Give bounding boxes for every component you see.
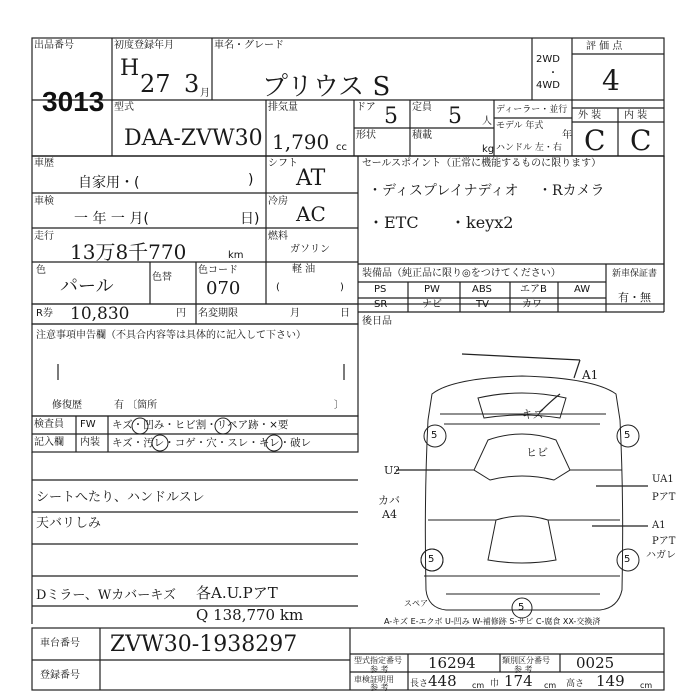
- model-year-label: モデル 年式: [496, 121, 544, 131]
- remark-line1: シートへたり、ハンドルスレ: [36, 490, 205, 505]
- mileage-value: 13万8千770: [70, 240, 187, 264]
- diagram-hibi: ヒビ: [526, 446, 548, 459]
- car-diagram: [132, 354, 648, 618]
- equip-navi: ナビ: [422, 299, 442, 310]
- new-warranty-label: 新車保証書: [612, 269, 658, 279]
- inspector-fw: FW: [80, 419, 96, 430]
- diagram-pat1: PアT: [652, 492, 676, 503]
- lot-number: 3013: [42, 86, 105, 117]
- doors-label: ドア: [356, 102, 376, 113]
- type-cert-value: 16294: [428, 654, 476, 672]
- remark-line2: 天バリしみ: [36, 516, 102, 531]
- reg-cert-label: 車検証明用: [354, 675, 394, 684]
- remark-line5: Q 138,770 km: [196, 606, 304, 624]
- color-code-value: 070: [206, 278, 241, 299]
- tire-spare: 5: [518, 602, 525, 613]
- history-close: ): [248, 172, 254, 188]
- diagram-a1-top: A1: [582, 368, 599, 382]
- displacement-unit: cc: [336, 142, 347, 153]
- capacity-unit: 人: [482, 116, 492, 127]
- exterior-label: 外 装: [578, 110, 602, 121]
- inspector-label1: 検査員: [34, 419, 64, 430]
- tire-front-left: 5: [431, 430, 438, 441]
- length-label: 長さ: [410, 679, 429, 689]
- type-cert-ref: 参 考: [370, 665, 389, 674]
- warranty-value: 有・無: [618, 291, 651, 304]
- car-name-value: プリウス S: [262, 72, 391, 102]
- color-label: 色: [36, 265, 46, 276]
- history-label: 車歴: [34, 158, 54, 169]
- aircon-label: 冷房: [268, 196, 288, 207]
- diagram-kizu: キズ: [522, 408, 544, 421]
- first-reg-label: 初度登録年月: [114, 40, 174, 51]
- inspection-value: 一 年 一 月(: [74, 211, 149, 227]
- selling-point-1a: ・ディスプレイナディオ: [368, 183, 519, 199]
- height-unit: cm: [640, 681, 653, 690]
- length-unit: cm: [472, 681, 485, 690]
- recycle-value: 10,830: [70, 304, 130, 324]
- remark-line4: 各A.U.PアT: [196, 584, 278, 602]
- notes-label: 注意事項申告欄（不具合内容等は具体的に記入して下さい）: [36, 330, 306, 341]
- equip-abs: ABS: [472, 284, 492, 295]
- year-unit: 年: [562, 130, 572, 141]
- diagram-a4: A4: [382, 508, 397, 521]
- shift-value: AT: [296, 166, 326, 191]
- drive-2wd: 2WD: [536, 54, 560, 65]
- drive-dot: ・: [548, 68, 558, 79]
- capacity-label: 定員: [412, 102, 432, 113]
- reg-cert-ref: 参 考: [370, 683, 389, 692]
- fuel-gas: ガソリン: [290, 244, 330, 255]
- interior-label: 内 装: [624, 110, 648, 121]
- lot-label: 出品番号: [34, 40, 74, 51]
- inspector-interior: 内装: [80, 437, 100, 448]
- height-value: 149: [596, 672, 625, 690]
- tire-rear-left: 5: [428, 554, 435, 565]
- interior-grade: C: [630, 124, 652, 157]
- equip-aw: AW: [574, 284, 591, 295]
- fuel-paren: (: [276, 282, 280, 293]
- displacement-value: 1,790: [272, 130, 330, 154]
- inspector-interior-items: キズ・汚レ・コゲ・穴・スレ・キレ・破レ: [112, 437, 312, 449]
- capacity-value: 5: [448, 104, 462, 129]
- selling-point-2b: ・keyx2: [450, 213, 514, 232]
- dealer-label: ディーラー・並行: [496, 105, 568, 115]
- fuel-label: 燃料: [268, 231, 288, 242]
- diagram-hagashi: ハガレ: [646, 550, 676, 561]
- shape-label: 形状: [356, 130, 376, 141]
- recycle-unit: 円: [176, 308, 186, 319]
- year-value: 27: [140, 70, 171, 98]
- diagram-ua1: UA1: [652, 474, 674, 485]
- class-label: 類別区分番号: [502, 656, 550, 665]
- diagram-u2: U2: [384, 464, 401, 477]
- chassis-label: 車台番号: [40, 638, 80, 649]
- inspector-label2: 記入欄: [34, 437, 64, 448]
- reg-label: 登録番号: [40, 670, 80, 681]
- car-name-label: 車名・グレード: [214, 40, 284, 51]
- fuel-diesel: 軽 油: [292, 264, 316, 275]
- load-unit: kg: [482, 144, 495, 155]
- selling-point-2a: ・ETC: [368, 213, 419, 232]
- selling-points-label: セールスポイント（正常に機能するものに限ります）: [362, 158, 602, 169]
- model-label: 型式: [114, 102, 134, 113]
- selling-point-1b: ・Rカメラ: [538, 183, 605, 199]
- history-value: 自家用・(: [78, 175, 140, 191]
- width-label: 巾: [490, 679, 500, 689]
- equip-pw: PW: [424, 284, 440, 295]
- class-value: 0025: [576, 654, 615, 672]
- color-change-label: 色替: [152, 272, 172, 283]
- mileage-label: 走行: [34, 231, 54, 242]
- height-label: 高さ: [566, 679, 585, 689]
- deadline-label: 名変期限: [198, 308, 238, 319]
- handle-label: ハンドル 左・右: [496, 143, 562, 153]
- equip-airbag: エアB: [520, 284, 547, 295]
- class-ref: 参 考: [514, 665, 533, 674]
- diagram-spare: スペア: [404, 599, 428, 608]
- remark-line3: Dミラー、Wカバーキズ: [36, 588, 177, 603]
- era-value: H: [120, 56, 140, 81]
- mileage-unit: km: [228, 250, 244, 261]
- score-value: 4: [602, 64, 620, 97]
- diagram-a1-right: A1: [652, 520, 666, 531]
- month-unit: 月: [200, 88, 210, 99]
- equip-ps: PS: [374, 284, 387, 295]
- recycle-label: R券: [36, 308, 53, 319]
- color-value: パール: [60, 276, 114, 297]
- equipment-label: 装備品（純正品に限り◎をつけてください）: [362, 268, 561, 279]
- exterior-grade: C: [584, 124, 606, 157]
- inspection-day: 日): [240, 211, 260, 227]
- fuel-paren-close: ): [340, 282, 344, 293]
- shift-label: シフト: [268, 158, 298, 169]
- tire-rear-right: 5: [624, 554, 631, 565]
- chassis-value: ZVW30-1938297: [110, 632, 298, 657]
- score-label: 評 価 点: [586, 41, 623, 52]
- aircon-value: AC: [296, 202, 326, 226]
- deadline-month: 月: [290, 308, 300, 319]
- inspection-label: 車検: [34, 196, 54, 207]
- doors-value: 5: [384, 104, 398, 129]
- rear-install-label: 後日品: [362, 316, 392, 327]
- load-label: 積載: [412, 130, 432, 141]
- model-value: DAA-ZVW30: [124, 126, 263, 151]
- equip-sr: SR: [374, 299, 388, 310]
- displacement-label: 排気量: [268, 102, 298, 113]
- length-value: 448: [428, 672, 457, 690]
- deadline-day: 日: [340, 308, 350, 319]
- type-cert-label: 型式指定番号: [354, 656, 402, 665]
- diagram-pat2: PアT: [652, 536, 676, 547]
- damage-legend: A-キズ E-エクボ U-凹み W-補修跡 S-サビ C-腐食 XX-交換済: [384, 617, 601, 626]
- tire-front-right: 5: [624, 430, 631, 441]
- repair-close: 〕: [334, 400, 344, 411]
- month-value: 3: [184, 70, 200, 98]
- equip-leather: カワ: [522, 299, 542, 310]
- inspector-fw-items: キズ・凹み・ヒビ割・リペア跡・×要: [112, 419, 289, 431]
- diagram-kaba: カバ: [378, 494, 400, 507]
- color-code-label: 色コード: [198, 265, 238, 276]
- equip-tv: TV: [476, 299, 489, 310]
- repair-value: 有 〔箇所: [114, 400, 158, 411]
- repair-label: 修復歴: [52, 400, 82, 411]
- width-value: 174: [504, 672, 533, 690]
- drive-4wd: 4WD: [536, 80, 560, 91]
- width-unit: cm: [544, 681, 557, 690]
